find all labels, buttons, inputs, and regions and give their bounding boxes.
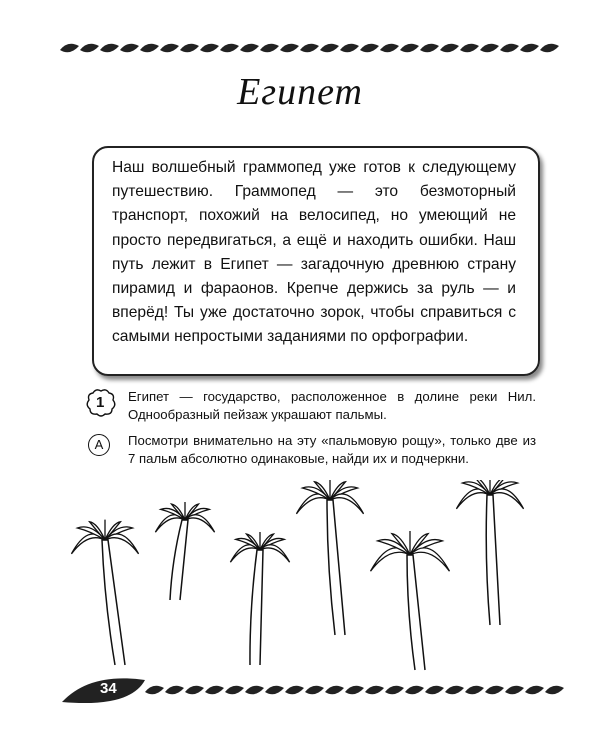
palm-grove-illustration <box>50 480 570 675</box>
task-number: 1 <box>96 394 105 411</box>
leaf-ornament <box>180 44 199 53</box>
content-column <box>86 146 540 468</box>
leaf-ornament <box>520 44 539 53</box>
leaf-ornament <box>420 44 439 53</box>
leaf-ornament <box>320 44 339 53</box>
leaf-ornament <box>365 686 384 695</box>
leaf-ornament <box>485 686 504 695</box>
task-1-text: Египет — государство, расположенное в долине реки Нил. Однообразный пейзаж украшают пальмы. <box>128 389 536 422</box>
bottom-leaf-border <box>0 678 600 704</box>
task-a <box>86 432 536 468</box>
intro-text: Наш волшебный граммопед уже готов к следующему путешествию. Граммопед — это безмоторный транспорт, похожий на велосипед, но умеющий не просто передвигаться, а ещё и находить ошибки. Наш путь лежит в Египет — загадочную древнюю страну пирамид и фараонов. Крепче держись за руль — и вперёд! Ты уже достаточно зорок, чтобы справиться с самыми непростыми заданиями по орфографии. <box>112 159 516 346</box>
leaf-ornament <box>225 686 244 695</box>
leaf-ornament <box>400 44 419 53</box>
leaf-ornament <box>265 686 284 695</box>
leaf-ornament <box>445 686 464 695</box>
task-1 <box>86 388 536 424</box>
leaf-ornament <box>80 44 99 53</box>
leaf-ornament <box>545 686 564 695</box>
leaf-ornament <box>260 44 279 53</box>
leaf-ornament <box>440 44 459 53</box>
leaf-ornament <box>360 44 379 53</box>
leaf-ornament <box>185 686 204 695</box>
leaf-ornament <box>285 686 304 695</box>
intro-box <box>92 146 540 376</box>
top-leaf-border <box>0 36 600 62</box>
palm-tree <box>456 480 523 625</box>
flower-number-icon <box>86 388 128 424</box>
palm-tree <box>296 480 363 635</box>
leaf-ornament <box>480 44 499 53</box>
leaf-ornament <box>60 44 79 53</box>
leaf-ornament <box>100 44 119 53</box>
leaf-ornament <box>405 686 424 695</box>
leaf-ornament <box>345 686 364 695</box>
leaf-ornament <box>220 44 239 53</box>
leaf-ornament <box>145 686 164 695</box>
leaf-ornament <box>120 44 139 53</box>
leaf-ornament <box>525 686 544 695</box>
leaf-ornament <box>340 44 359 53</box>
palm-tree <box>71 520 138 665</box>
leaf-ornament <box>205 686 224 695</box>
leaf-ornament <box>300 44 319 53</box>
leaf-ornament <box>540 44 559 53</box>
page-number: 34 <box>100 680 117 697</box>
task-letter: А <box>88 434 110 456</box>
leaf-ornament <box>305 686 324 695</box>
palm-tree <box>230 532 289 665</box>
leaf-ornament <box>460 44 479 53</box>
leaf-ornament <box>505 686 524 695</box>
palm-tree <box>155 502 214 600</box>
leaf-ornament <box>240 44 259 53</box>
leaf-ornament <box>500 44 519 53</box>
leaf-ornament <box>165 686 184 695</box>
leaf-ornament <box>200 44 219 53</box>
leaf-ornament <box>385 686 404 695</box>
leaf-ornament <box>380 44 399 53</box>
task-a-text: Посмотри внимательно на эту «пальмовую рощу», только две из 7 пальм абсолютно одинаковые, найди их и подчеркни. <box>128 433 536 466</box>
page-title: Египет <box>237 71 363 113</box>
palm-tree <box>370 531 449 670</box>
leaf-ornament <box>425 686 444 695</box>
leaf-ornament <box>245 686 264 695</box>
leaf-ornament <box>160 44 179 53</box>
leaf-ornament <box>280 44 299 53</box>
leaf-ornament <box>140 44 159 53</box>
leaf-ornament <box>325 686 344 695</box>
leaf-ornament <box>465 686 484 695</box>
